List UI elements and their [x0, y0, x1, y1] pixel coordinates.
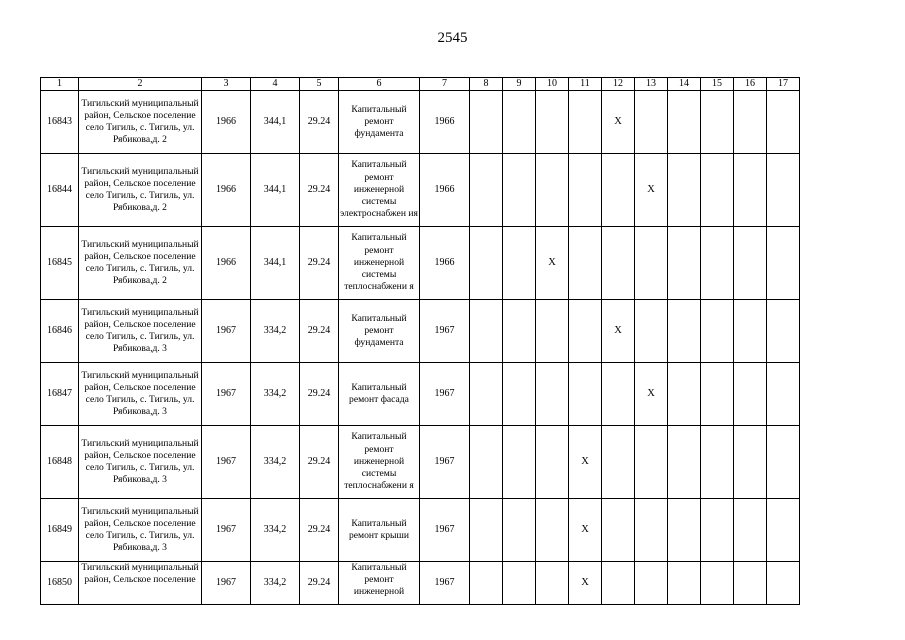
mark-cell: X	[635, 154, 668, 227]
work-type-cell: Капитальный ремонт крыши	[339, 499, 420, 562]
area-cell: 334,2	[251, 562, 300, 605]
area-cell: 344,1	[251, 227, 300, 300]
column-header: 15	[701, 78, 734, 91]
work-type-cell: Капитальный ремонт инженерной системы теплоснабжени я	[339, 227, 420, 300]
year-cell: 1967	[420, 562, 470, 605]
row-number-cell: 16850	[41, 562, 79, 605]
empty-cell	[503, 91, 536, 154]
empty-cell	[536, 91, 569, 154]
empty-cell	[767, 363, 800, 426]
year-built-cell: 1967	[202, 499, 251, 562]
table-row	[41, 426, 800, 499]
empty-cell	[569, 300, 602, 363]
empty-cell	[734, 91, 767, 154]
row-number-cell: 16847	[41, 363, 79, 426]
table-row	[41, 227, 800, 300]
code-cell: 29.24	[300, 154, 339, 227]
empty-cell	[635, 300, 668, 363]
code-cell: 29.24	[300, 363, 339, 426]
year-cell: 1967	[420, 363, 470, 426]
empty-cell	[734, 300, 767, 363]
empty-cell	[635, 91, 668, 154]
code-cell: 29.24	[300, 499, 339, 562]
empty-cell	[635, 426, 668, 499]
column-header: 17	[767, 78, 800, 91]
row-number-cell: 16843	[41, 91, 79, 154]
empty-cell	[701, 426, 734, 499]
work-type-cell: Капитальный ремонт фасада	[339, 363, 420, 426]
empty-cell	[569, 363, 602, 426]
empty-cell	[602, 426, 635, 499]
area-cell: 334,2	[251, 300, 300, 363]
empty-cell	[569, 227, 602, 300]
empty-cell	[767, 91, 800, 154]
address-cell: Тигильский муниципальный район, Сельское поселение	[79, 562, 202, 605]
empty-cell	[470, 499, 503, 562]
empty-cell	[767, 499, 800, 562]
empty-cell	[470, 154, 503, 227]
column-header: 9	[503, 78, 536, 91]
year-cell: 1967	[420, 499, 470, 562]
mark-cell: X	[569, 426, 602, 499]
empty-cell	[701, 499, 734, 562]
empty-cell	[470, 363, 503, 426]
address-cell: Тигильский муниципальный район, Сельское поселение село Тигиль, с. Тигиль, ул. Рябикова,д. 3	[79, 426, 202, 499]
empty-cell	[767, 562, 800, 605]
row-number-cell: 16848	[41, 426, 79, 499]
empty-cell	[470, 91, 503, 154]
capital-repair-table	[40, 77, 800, 605]
empty-cell	[734, 363, 767, 426]
mark-cell: X	[569, 562, 602, 605]
empty-cell	[503, 154, 536, 227]
table-row	[41, 300, 800, 363]
code-cell: 29.24	[300, 562, 339, 605]
empty-cell	[470, 300, 503, 363]
empty-cell	[668, 363, 701, 426]
address-cell: Тигильский муниципальный район, Сельское поселение село Тигиль, с. Тигиль, ул. Рябикова,д. 3	[79, 499, 202, 562]
code-cell: 29.24	[300, 227, 339, 300]
year-built-cell: 1966	[202, 91, 251, 154]
row-number-cell: 16845	[41, 227, 79, 300]
empty-cell	[668, 154, 701, 227]
table-row	[41, 91, 800, 154]
table-row	[41, 154, 800, 227]
empty-cell	[668, 499, 701, 562]
year-cell: 1967	[420, 300, 470, 363]
column-number-row	[41, 78, 800, 91]
page-number: 2545	[437, 30, 468, 46]
year-cell: 1967	[420, 426, 470, 499]
empty-cell	[767, 154, 800, 227]
empty-cell	[635, 562, 668, 605]
empty-cell	[503, 562, 536, 605]
year-built-cell: 1967	[202, 363, 251, 426]
area-cell: 344,1	[251, 154, 300, 227]
empty-cell	[668, 91, 701, 154]
year-built-cell: 1967	[202, 300, 251, 363]
year-built-cell: 1967	[202, 426, 251, 499]
address-cell: Тигильский муниципальный район, Сельское поселение село Тигиль, с. Тигиль, ул. Рябикова,д. 2	[79, 91, 202, 154]
address-cell: Тигильский муниципальный район, Сельское поселение село Тигиль, с. Тигиль, ул. Рябикова,д. 3	[79, 363, 202, 426]
work-type-cell: Капитальный ремонт инженерной системы теплоснабжени я	[339, 426, 420, 499]
code-cell: 29.24	[300, 426, 339, 499]
empty-cell	[668, 227, 701, 300]
column-header: 13	[635, 78, 668, 91]
empty-cell	[701, 91, 734, 154]
row-number-cell: 16849	[41, 499, 79, 562]
empty-cell	[701, 300, 734, 363]
table-row	[41, 562, 800, 605]
empty-cell	[602, 227, 635, 300]
table-row	[41, 499, 800, 562]
area-cell: 344,1	[251, 91, 300, 154]
empty-cell	[734, 562, 767, 605]
column-header: 1	[41, 78, 79, 91]
empty-cell	[668, 426, 701, 499]
empty-cell	[470, 562, 503, 605]
empty-cell	[503, 227, 536, 300]
column-header: 14	[668, 78, 701, 91]
empty-cell	[635, 227, 668, 300]
year-built-cell: 1966	[202, 227, 251, 300]
address-cell: Тигильский муниципальный район, Сельское поселение село Тигиль, с. Тигиль, ул. Рябикова,д. 2	[79, 154, 202, 227]
empty-cell	[470, 426, 503, 499]
row-number-cell: 16844	[41, 154, 79, 227]
row-number-cell: 16846	[41, 300, 79, 363]
empty-cell	[734, 227, 767, 300]
empty-cell	[734, 426, 767, 499]
empty-cell	[602, 562, 635, 605]
empty-cell	[635, 499, 668, 562]
empty-cell	[503, 300, 536, 363]
empty-cell	[602, 154, 635, 227]
column-header: 12	[602, 78, 635, 91]
year-built-cell: 1966	[202, 154, 251, 227]
empty-cell	[503, 363, 536, 426]
year-cell: 1966	[420, 91, 470, 154]
area-cell: 334,2	[251, 499, 300, 562]
column-header: 2	[79, 78, 202, 91]
code-cell: 29.24	[300, 300, 339, 363]
empty-cell	[569, 91, 602, 154]
code-cell: 29.24	[300, 91, 339, 154]
empty-cell	[602, 363, 635, 426]
address-cell: Тигильский муниципальный район, Сельское поселение село Тигиль, с. Тигиль, ул. Рябикова,д. 2	[79, 227, 202, 300]
year-cell: 1966	[420, 227, 470, 300]
area-cell: 334,2	[251, 363, 300, 426]
empty-cell	[701, 227, 734, 300]
work-type-cell: Капитальный ремонт фундамента	[339, 91, 420, 154]
empty-cell	[701, 154, 734, 227]
empty-cell	[536, 154, 569, 227]
empty-cell	[767, 300, 800, 363]
empty-cell	[767, 426, 800, 499]
area-cell: 334,2	[251, 426, 300, 499]
empty-cell	[734, 154, 767, 227]
empty-cell	[734, 499, 767, 562]
column-header: 5	[300, 78, 339, 91]
empty-cell	[569, 154, 602, 227]
empty-cell	[503, 426, 536, 499]
empty-cell	[503, 499, 536, 562]
column-header: 3	[202, 78, 251, 91]
empty-cell	[536, 562, 569, 605]
empty-cell	[536, 300, 569, 363]
mark-cell: X	[602, 300, 635, 363]
year-cell: 1966	[420, 154, 470, 227]
empty-cell	[701, 562, 734, 605]
column-header: 8	[470, 78, 503, 91]
empty-cell	[701, 363, 734, 426]
mark-cell: X	[602, 91, 635, 154]
table-row	[41, 363, 800, 426]
empty-cell	[767, 227, 800, 300]
work-type-cell: Капитальный ремонт инженерной	[339, 562, 420, 605]
mark-cell: X	[536, 227, 569, 300]
column-header: 16	[734, 78, 767, 91]
column-header: 10	[536, 78, 569, 91]
work-type-cell: Капитальный ремонт фундамента	[339, 300, 420, 363]
column-header: 7	[420, 78, 470, 91]
mark-cell: X	[569, 499, 602, 562]
empty-cell	[668, 300, 701, 363]
empty-cell	[470, 227, 503, 300]
column-header: 4	[251, 78, 300, 91]
empty-cell	[536, 363, 569, 426]
empty-cell	[536, 499, 569, 562]
work-type-cell: Капитальный ремонт инженерной системы электроснабжен ия	[339, 154, 420, 227]
empty-cell	[602, 499, 635, 562]
year-built-cell: 1967	[202, 562, 251, 605]
empty-cell	[668, 562, 701, 605]
column-header: 6	[339, 78, 420, 91]
empty-cell	[536, 426, 569, 499]
address-cell: Тигильский муниципальный район, Сельское поселение село Тигиль, с. Тигиль, ул. Рябикова,д. 3	[79, 300, 202, 363]
mark-cell: X	[635, 363, 668, 426]
column-header: 11	[569, 78, 602, 91]
